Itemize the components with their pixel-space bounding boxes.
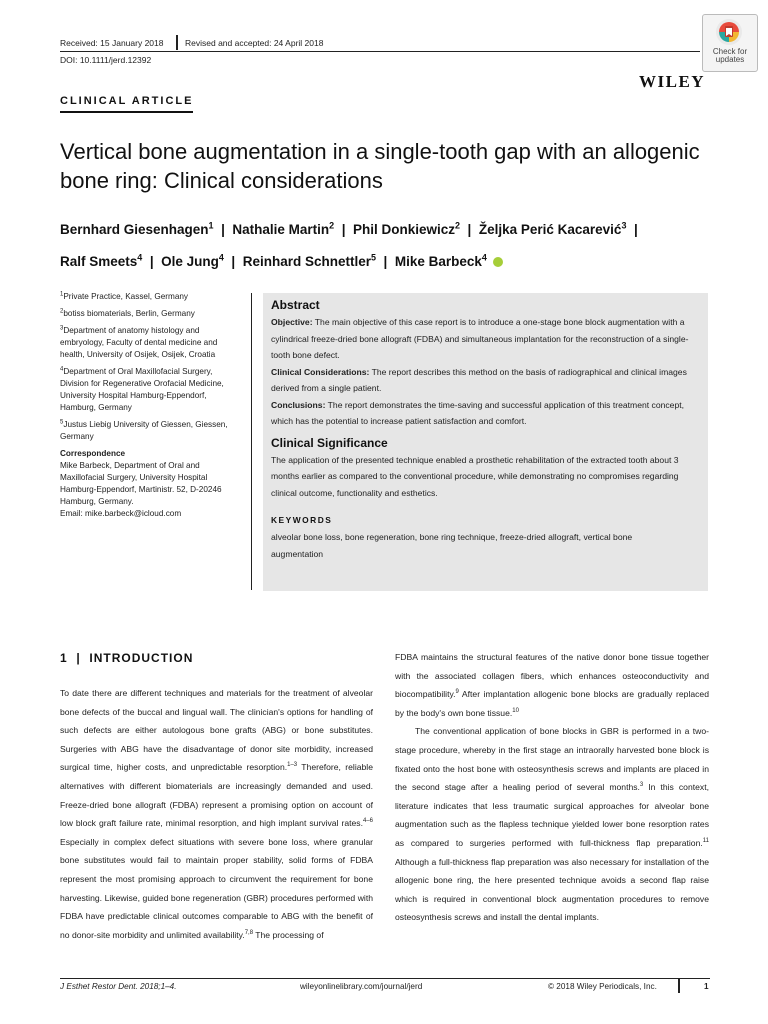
affiliation: $^3$Department of anatomy histology and embryology, Faculty of dental medicine and health, University of Osijek, Osijek, Croatia [60,325,218,359]
paragraph: The conventional application of bone blocks in GBR is performed in a two-stage procedure, whereby in the first stage an intraorally harvested bone block is fixated onto the host bone with osteosynthesis screws and implants are placed in the second stage after a healing period of several months.$^3$ In this context, literature indicates that less traumatic surgical approaches for alveolar bone augmentation such as the flapless technique yielded lower bone resorption rates as compared to surgeries performed with full-thickness flap preparation.$^{11}$ Although a full-thickness flap preparation was also necessary for installation of the allogenic bone ring, the here presented technique avoids a second flap raise which is required in conventional block augmentation procedures to remove osteosynthesis screws and install the dental implants. [395,726,709,923]
author-sup: 1 [208,220,214,231]
correspondence-text: Mike Barbeck, Department of Oral and Maxillofacial Surgery, University Hospital Hamburg-Eppendorf, Martinistr. 52, D-20246 Hamburg, Germany. [60,461,222,506]
paragraph: To date there are different techniques and materials for the treatment of alveolar bone defects of the buccal and lingual wall. The clinician's options for handling of such defects are either autologous bone grafts (ABG) or bone substitutes. Surgeries with ABG have the disadvantage of donor site morbidity, increased surgical time, higher costs, and unpredictable resorption.$^{1-3}$ Therefore, reliable alternatives with different biomaterials are increasingly demanded and used. Freeze-dried bone allograft (FDBA) represent a promising option on account of low block graft failure rate, minimal resorption, and high implant survival rates.$^{4-6}$ Especially in complex defect situations with severe bone loss, where granular bone substitutes would fail to maintain proper stability, solid forms of FDBA represent the most promising approach to circumvent the requirement for bone harvesting. Likewise, guided bone regeneration (GBR) procedures performed with FDBA have predictable clinical outcomes comparable to ABG with the benefit of no donor-site morbidity and unlimited availability.$^{7,8}$ The processing of [60,688,373,940]
conclusions-label: Conclusions: [271,399,326,410]
received-date: Received: 15 January 2018 [60,38,164,48]
section-heading: 1 | INTRODUCTION [60,651,194,665]
author-name: Ralf Smeets [60,254,138,269]
significance-text: The application of the presented technique enabled a prosthetic rehabilitation of the extracted tooth about 3 months earlier as compared to the conventional procedure, while demonstrating no compromises regarding clinical outcome, functionality and esthetics. [271,454,679,498]
author-name: Nathalie Martin [232,222,330,237]
conclusions-text: The report demonstrates the time-saving and successful application of this treatment concept, which has the potential to increase patient satisfaction and comfort. [271,399,685,426]
author-name: Ole Jung [161,254,219,269]
check-updates-icon [716,19,742,45]
author-sup: 4 [218,252,224,263]
revised-date: Revised and accepted: 24 April 2018 [185,38,324,48]
author-name: Reinhard Schnettler [242,254,371,269]
footer-copyright: © 2018 Wiley Periodicals, Inc. [548,982,657,991]
section-number: 1 [60,651,68,665]
footer-url[interactable]: wileyonlinelibrary.com/journal/jerd [300,982,423,991]
affiliations [60,291,240,520]
body-column-right [395,648,709,927]
author-sup: 3 [621,220,627,231]
author-sup: 2 [455,220,461,231]
significance-heading: Clinical Significance [271,435,388,450]
affiliation: $^5$Justus Liebig University of Giessen, Giessen, Germany [60,419,228,441]
article-type-underline [60,111,193,113]
footer-journal: J Esthet Restor Dent. 2018;1–4. [60,982,177,991]
author-name: Mike Barbeck [394,254,482,269]
correspondence-email[interactable]: Email: mike.barbeck@icloud.com [60,509,182,518]
abstract-box [263,293,708,591]
author-sup: 2 [329,220,335,231]
page-number: 1 [704,982,709,991]
abstract-heading: Abstract [271,298,320,312]
check-updates-line1: Check for [712,47,748,56]
citation[interactable]: 1–3 [287,762,298,769]
column-divider [251,293,252,590]
affiliation: $^4$Department of Oral Maxillofacial Surgery, Division for Regenerative Orofacial Medicine, University Hospital Hamburg-Eppendorf, Hamburg, Germany [60,366,224,412]
citation[interactable]: 10 [512,707,519,714]
affiliation: $^1$Private Practice, Kassel, Germany [60,291,189,301]
citation[interactable]: 3 [639,782,644,789]
orcid-icon[interactable] [493,257,503,267]
keywords-heading: KEYWORDS [271,515,333,525]
check-for-updates-badge[interactable] [702,14,758,72]
considerations-text: The report describes this method on the basis of radiographical and clinical images derived from a single patient. [271,366,687,393]
body-column-left [60,684,373,944]
paragraph: FDBA maintains the structural features of the native donor bone tissue together with the associated collagen fibers, which enhances osteoconductivity and biocompatibility.$^9$ After implantation allogenic bone blocks are gradually replaced by the body's own bone tissue.$^{10}$ [395,652,709,718]
affiliation: $^2$botiss biomaterials, Berlin, Germany [60,308,195,318]
keywords-text: alveolar bone loss, bone regeneration, bone ring technique, freeze-dried allograft, vertical bone augmentation [271,532,633,559]
publisher-logo: WILEY [639,72,706,91]
article-type: CLINICAL ARTICLE [60,95,194,107]
author-list [60,214,720,278]
footer-divider [678,979,680,993]
doi[interactable]: DOI: 10.1111/jerd.12392 [60,55,152,65]
author-line-2: Ralf Smeets$^4$ | Ole Jung$^4$ | Reinhard Schnettler$^5$ | Mike Barbeck$^4$ [60,246,720,278]
author-line-1: Bernhard Giesenhagen$^1$ | Nathalie Martin$^2$ | Phil Donkiewicz$^2$ | Željka Perić Kacarević$^3$ | [60,220,638,237]
article-title: Vertical bone augmentation in a single-tooth gap with an allogenic bone ring: Clinical considerations [60,139,700,193]
citation[interactable]: 11 [702,838,709,845]
citation[interactable]: 7,8 [244,929,254,936]
author-name: Phil Donkiewicz [352,222,456,237]
header-rule [60,51,700,52]
considerations-label: Clinical Considerations: [271,366,370,377]
correspondence-heading: Correspondence [60,449,126,458]
author-name: Željka Perić Kacarević [478,222,622,237]
objective-label: Objective: [271,317,313,327]
footer-rule [60,978,710,979]
objective-text: The main objective of this case report is to introduce a one-stage bone block augmentation with a cylindrical freeze-dried bone allograft (FDBA) and simultaneous implantation for the reconstruction of a single-tooth bone defect. [271,317,689,360]
section-title: INTRODUCTION [89,651,194,665]
author-sup: 5 [371,252,377,263]
citation[interactable]: 4–6 [362,818,373,825]
author-name: Bernhard Giesenhagen [60,222,209,237]
header-divider [176,35,178,50]
citation[interactable]: 9 [455,689,459,696]
author-sup: 4 [481,252,487,263]
author-sup: 4 [137,252,143,263]
check-updates-line2: updates [715,55,745,64]
